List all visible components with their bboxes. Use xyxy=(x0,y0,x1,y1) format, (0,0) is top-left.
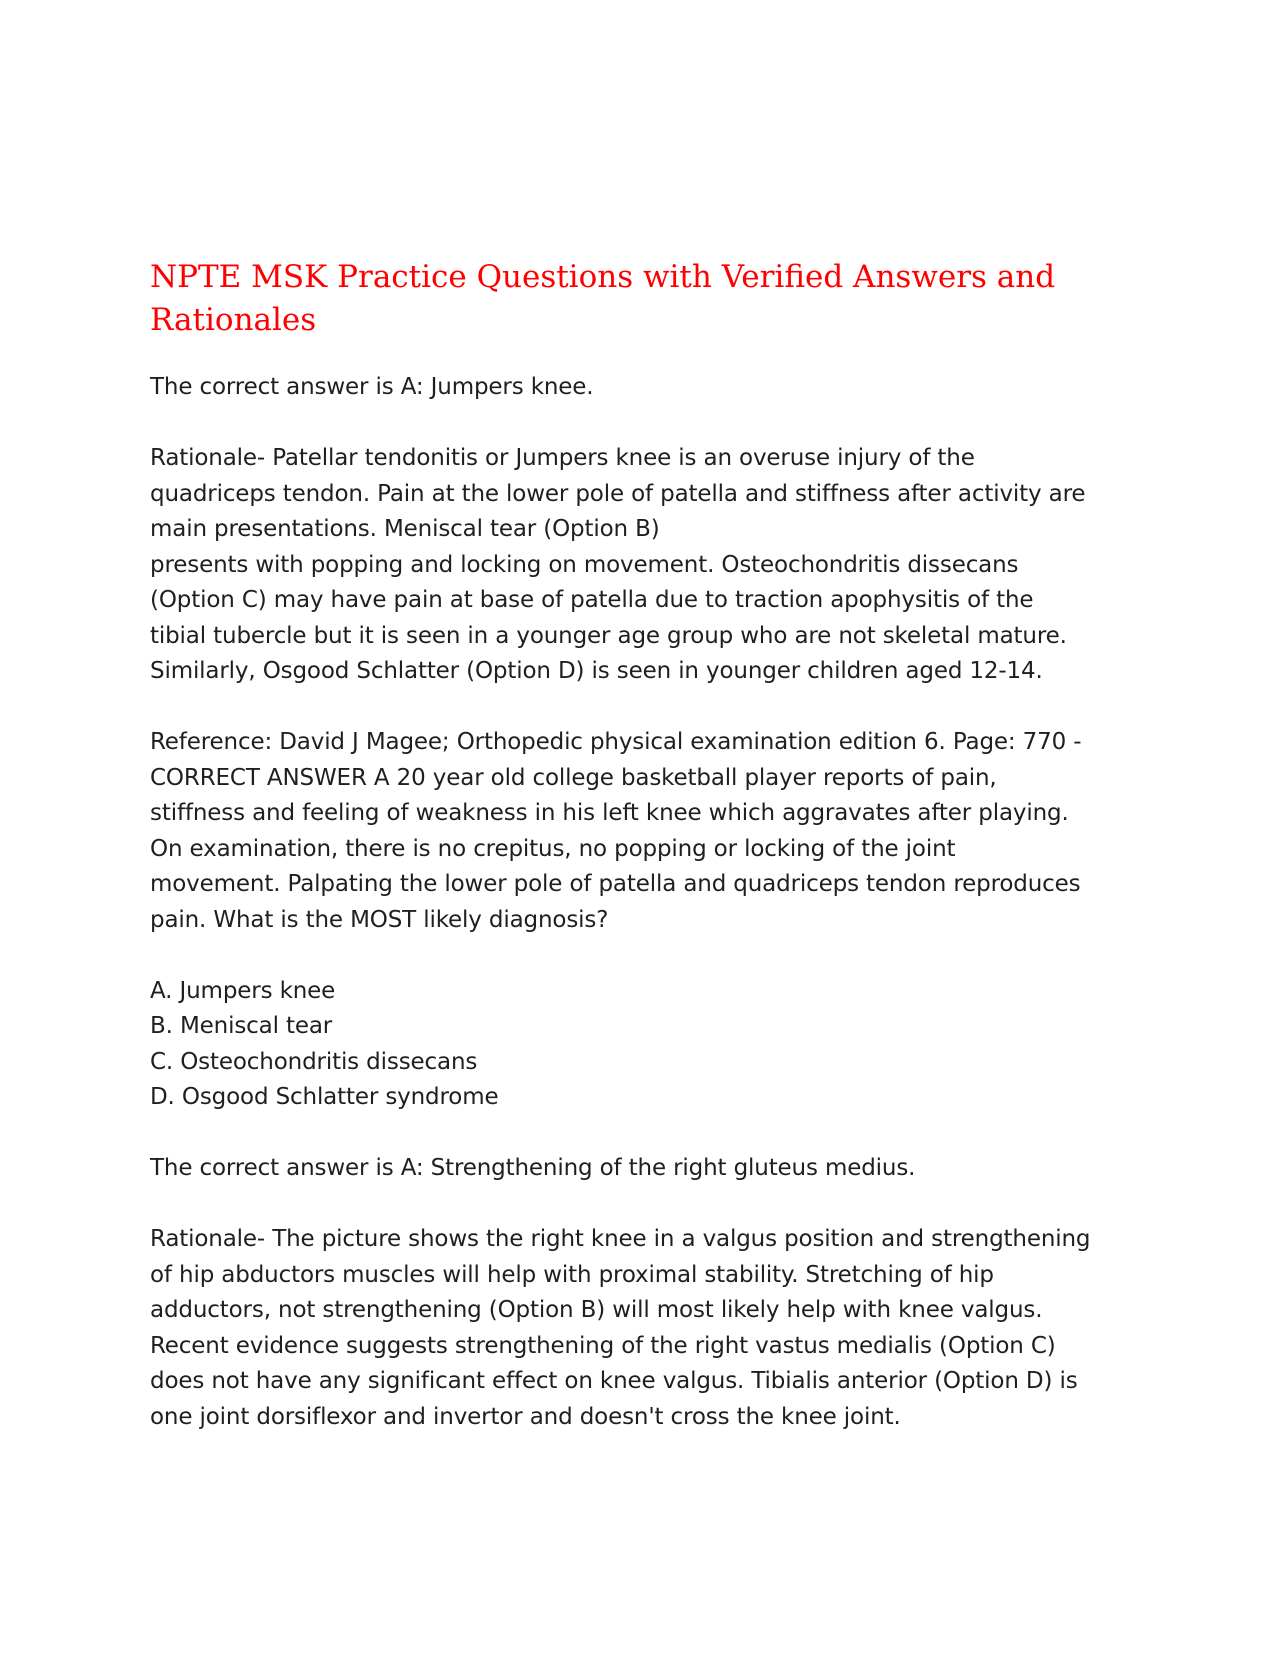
paragraph-spacer xyxy=(150,406,1130,442)
answer-statement-2 xyxy=(150,1151,1130,1187)
answer-option-d: D. Osgood Schlatter syndrome xyxy=(150,1084,499,1110)
answer-line: The correct answer is A: Jumpers knee. xyxy=(150,374,594,400)
question-line: On examination, there is no crepitus, no popping or locking of the joint xyxy=(150,835,956,862)
answer-option-c: C. Osteochondritis dissecans xyxy=(150,1048,478,1075)
paragraph-spacer xyxy=(150,938,1130,974)
rationale-line: Rationale- The picture shows the right knee in a valgus position and strengthening xyxy=(150,1226,1091,1252)
rationale-paragraph-2 xyxy=(150,1222,1130,1435)
rationale-line: Similarly, Osgood Schlatter (Option D) is seen in younger children aged 12-14. xyxy=(150,658,1043,684)
answer-option-a: A. Jumpers knee xyxy=(150,977,336,1004)
paragraph-spacer xyxy=(150,1116,1130,1152)
rationale-line: main presentations. Meniscal tear (Option B) xyxy=(150,516,660,542)
answer-line: The correct answer is A: Strengthening of the right gluteus medius. xyxy=(150,1155,916,1181)
paragraph-spacer xyxy=(150,690,1130,726)
answer-option-b: B. Meniscal tear xyxy=(150,1013,333,1039)
rationale-line: one joint dorsiflexor and invertor and doesn't cross the knee joint. xyxy=(150,1403,901,1430)
rationale-line: tibial tubercle but it is seen in a younger age group who are not skeletal mature. xyxy=(150,622,1067,649)
question-line: pain. What is the MOST likely diagnosis? xyxy=(150,906,609,933)
document-title xyxy=(150,256,1130,342)
rationale-paragraph-1 xyxy=(150,441,1130,690)
rationale-line: of hip abductors muscles will help with proximal stability. Stretching of hip xyxy=(150,1261,994,1288)
rationale-line: presents with popping and locking on movement. Osteochondritis dissecans xyxy=(150,551,1019,578)
document-content xyxy=(150,256,1130,1435)
answer-statement-1 xyxy=(150,370,1130,406)
reference-and-question-paragraph xyxy=(150,725,1130,938)
rationale-line: Rationale- Patellar tendonitis or Jumpers knee is an overuse injury of the xyxy=(150,445,975,471)
title-line: NPTE MSK Practice Questions with Verified Answers and xyxy=(150,259,1056,295)
rationale-line: adductors, not strengthening (Option B) will most likely help with knee valgus. xyxy=(150,1297,1043,1323)
answer-options-list xyxy=(150,974,1130,1116)
question-line: movement. Palpating the lower pole of patella and quadriceps tendon reproduces xyxy=(150,871,1081,897)
reference-line: Reference: David J Magee; Orthopedic physical examination edition 6. Page: 770 - xyxy=(150,729,1082,755)
rationale-line: Recent evidence suggests strengthening of the right vastus medialis (Option C) xyxy=(150,1332,1056,1359)
question-line: CORRECT ANSWER A 20 year old college basketball player reports of pain, xyxy=(150,764,997,791)
rationale-line: (Option C) may have pain at base of patella due to traction apophysitis of the xyxy=(150,587,1034,613)
document-body xyxy=(150,370,1130,1435)
title-line: Rationales xyxy=(150,302,317,338)
paragraph-spacer xyxy=(150,1187,1130,1223)
rationale-line: does not have any significant effect on knee valgus. Tibialis anterior (Option D) is xyxy=(150,1368,1078,1394)
question-line: stiffness and feeling of weakness in his left knee which aggravates after playing. xyxy=(150,800,1069,826)
rationale-line: quadriceps tendon. Pain at the lower pole of patella and stiffness after activity are xyxy=(150,480,1086,507)
